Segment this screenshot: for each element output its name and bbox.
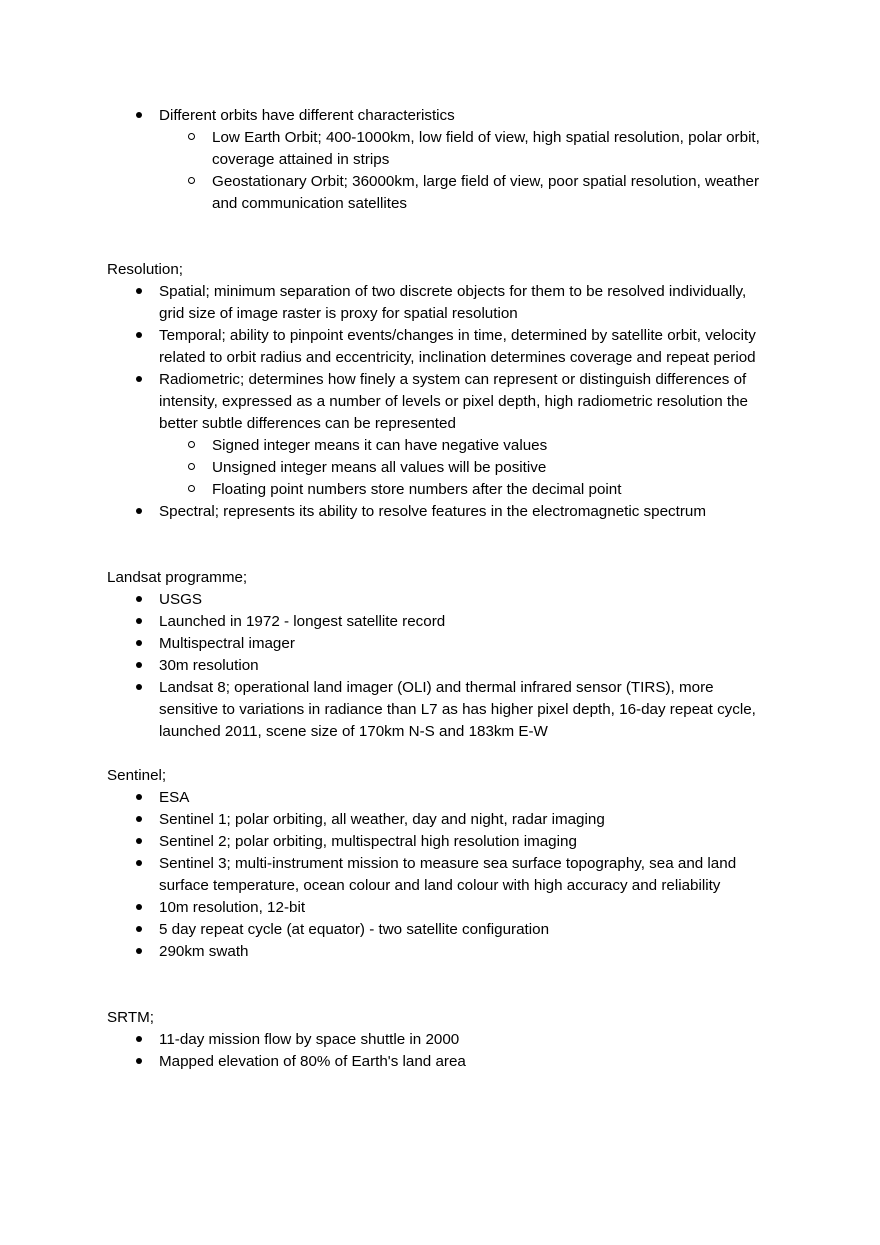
bullet-disc-icon: [136, 369, 150, 391]
bullet-list-level1: [107, 1029, 772, 1073]
list-item-label: Sentinel 2; polar orbiting, multispectral high resolution imaging: [159, 833, 577, 850]
bullet-disc-icon: [136, 1051, 150, 1073]
bullet-disc-icon: [136, 1029, 150, 1051]
bullet-disc-icon: [136, 787, 150, 809]
list-item: [107, 325, 772, 369]
list-item-label: Mapped elevation of 80% of Earth's land area: [159, 1053, 466, 1070]
list-item-label: Radiometric; determines how finely a system can represent or distinguish differences of intensity, expressed as a number of levels or pixel depth, high radiometric resolution the better subtle differences can be represented: [159, 371, 748, 432]
bullet-circle-icon: [188, 127, 202, 149]
list-item-label: Spatial; minimum separation of two discrete objects for them to be resolved individually, grid size of image raster is proxy for spatial resolution: [159, 283, 747, 322]
bullet-disc-icon: [136, 655, 150, 677]
bullet-disc-icon: [136, 281, 150, 303]
bullet-circle-icon: [188, 435, 202, 457]
section-resolution: [107, 259, 772, 523]
bullet-disc-icon: [136, 809, 150, 831]
section-landsat: [107, 567, 772, 743]
bullet-disc-icon: [136, 325, 150, 347]
list-item-label: Different orbits have different characteristics: [159, 107, 455, 124]
list-item: [107, 853, 772, 897]
list-item: [107, 831, 772, 853]
section-srtm: [107, 1007, 772, 1073]
section-heading: Landsat programme;: [107, 569, 248, 586]
list-item: [159, 127, 772, 171]
list-item-label: 10m resolution, 12-bit: [159, 899, 306, 916]
bullet-disc-icon: [136, 501, 150, 523]
list-item-label: Geostationary Orbit; 36000km, large field of view, poor spatial resolution, weather and communication satellites: [212, 173, 760, 212]
list-item-label: Temporal; ability to pinpoint events/changes in time, determined by satellite orbit, velocity related to orbit radius and eccentricity, inclination determines coverage and repeat period: [159, 327, 756, 366]
section-orbits: [107, 105, 772, 215]
list-item-label: Launched in 1972 - longest satellite record: [159, 613, 446, 630]
bullet-list-level1: [107, 589, 772, 743]
list-item-label: 290km swath: [159, 943, 249, 960]
list-item: [159, 479, 772, 501]
bullet-disc-icon: [136, 919, 150, 941]
section-heading: Sentinel;: [107, 767, 167, 784]
section-heading: Resolution;: [107, 261, 183, 278]
list-item-label: USGS: [159, 591, 203, 608]
list-item-label: Floating point numbers store numbers after the decimal point: [212, 481, 622, 498]
list-item: [159, 457, 772, 479]
bullet-list-level1: [107, 105, 772, 215]
bullet-circle-icon: [188, 171, 202, 193]
list-item: [107, 809, 772, 831]
bullet-list-level2: [159, 127, 772, 215]
bullet-disc-icon: [136, 633, 150, 655]
list-item-label: Spectral; represents its ability to resolve features in the electromagnetic spectrum: [159, 503, 707, 520]
list-item: [107, 941, 772, 963]
bullet-disc-icon: [136, 941, 150, 963]
bullet-disc-icon: [136, 897, 150, 919]
bullet-list-level1: [107, 787, 772, 963]
section-heading: SRTM;: [107, 1009, 154, 1026]
list-item: [107, 611, 772, 633]
bullet-circle-icon: [188, 479, 202, 501]
list-item-label: Low Earth Orbit; 400-1000km, low field of view, high spatial resolution, polar orbit, coverage attained in strips: [212, 129, 760, 168]
list-item: [107, 281, 772, 325]
list-item-label: Multispectral imager: [159, 635, 295, 652]
list-item-label: Unsigned integer means all values will be positive: [212, 459, 547, 476]
list-item: [107, 1029, 772, 1051]
list-item-label: 11-day mission flow by space shuttle in 2000: [159, 1031, 460, 1048]
list-item: [107, 919, 772, 941]
list-item-label: 5 day repeat cycle (at equator) - two satellite configuration: [159, 921, 550, 938]
bullet-list-level1: [107, 281, 772, 523]
bullet-disc-icon: [136, 853, 150, 875]
bullet-disc-icon: [136, 677, 150, 699]
list-item: [159, 435, 772, 457]
list-item: [107, 633, 772, 655]
list-item: [107, 589, 772, 611]
list-item: [107, 655, 772, 677]
bullet-disc-icon: [136, 831, 150, 853]
list-item-label: Signed integer means it can have negative values: [212, 437, 548, 454]
list-item: [159, 171, 772, 215]
bullet-circle-icon: [188, 457, 202, 479]
bullet-list-level2: [159, 435, 772, 501]
list-item-label: 30m resolution: [159, 657, 259, 674]
list-item: [107, 105, 772, 215]
list-item: [107, 369, 772, 501]
bullet-disc-icon: [136, 589, 150, 611]
list-item: [107, 501, 772, 523]
list-item: [107, 677, 772, 743]
list-item-label: Sentinel 1; polar orbiting, all weather, day and night, radar imaging: [159, 811, 605, 828]
list-item-label: Landsat 8; operational land imager (OLI) and thermal infrared sensor (TIRS), more sensitive to variations in radiance than L7 as has higher pixel depth, 16-day repeat cycle, launched 2011, scene size of 170km N-S and 183km E-W: [159, 679, 756, 740]
bullet-disc-icon: [136, 611, 150, 633]
document-body: [107, 105, 772, 1073]
list-item: [107, 787, 772, 809]
section-sentinel: [107, 765, 772, 963]
bullet-disc-icon: [136, 105, 150, 127]
list-item: [107, 1051, 772, 1073]
list-item-label: Sentinel 3; multi-instrument mission to measure sea surface topography, sea and land surface temperature, ocean colour and land colour with high accuracy and reliability: [159, 855, 737, 894]
list-item-label: ESA: [159, 789, 190, 806]
list-item: [107, 897, 772, 919]
